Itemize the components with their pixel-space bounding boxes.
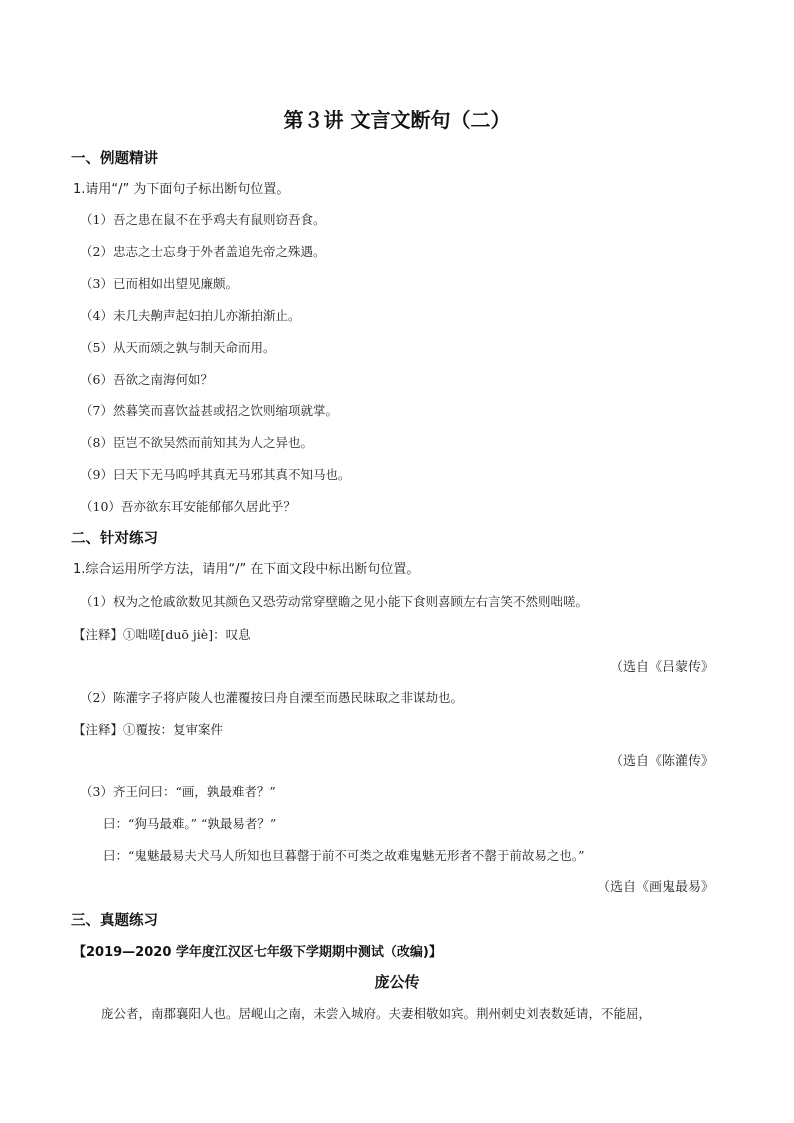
annotation-1: 【注释】①咄嗟[duō jiè]：叹息 (73, 627, 251, 642)
practice-passage-3-dialogue-2: 曰：“鬼魅最易夫犬马人所知也旦暮罄于前不可类之故难鬼魅无形者不罄于前故易之也。” (103, 848, 585, 863)
question-practice-1: 1.综合运用所学方法，请用“/” 在下面文段中标出断句位置。 (73, 562, 420, 577)
example-item-10: （10）吾亦欲东耳安能郁郁久居此乎？ (80, 499, 296, 514)
example-item-1: （1）吾之患在鼠不在乎鸡夫有鼠则窃吾食。 (80, 212, 326, 227)
example-item-6: （6）吾欲之南海何如？ (80, 372, 213, 387)
example-item-8: （8）臣岂不欲吴然而前知其为人之异也。 (80, 435, 313, 450)
source-citation-1: （选自《吕蒙传》 (609, 660, 714, 675)
annotation-2: 【注释】①覆按：复审案件 (73, 722, 224, 737)
example-item-2: （2）忠志之士忘身于外者盖追先帝之殊遇。 (80, 244, 326, 259)
section-heading-examples: 一、例题精讲 (71, 151, 158, 167)
example-item-4: （4）未几夫齁声起妇拍儿亦渐拍渐止。 (80, 308, 301, 323)
source-citation-3: （选自《画鬼最易》 (596, 880, 714, 895)
section-heading-real-exam: 三、真题练习 (71, 913, 158, 929)
example-item-9: （9）曰天下无马呜呼其真无马邪其真不知马也。 (80, 467, 351, 482)
practice-passage-3-dialogue-1: 曰：“狗马最难。” “孰最易者？” (103, 816, 277, 831)
practice-passage-3: （3）齐王问曰：“画，孰最难者？” (80, 784, 276, 799)
source-citation-2: （选自《陈灌传》 (609, 754, 714, 769)
passage-title: 庞公传 (374, 973, 420, 991)
example-item-7: （7）然暮笑而喜饮益甚或招之饮则缩项就掌。 (80, 403, 338, 418)
example-item-5: （5）从天而颂之孰与制天命而用。 (80, 340, 276, 355)
practice-passage-1: （1）权为之怆戚欲数见其颜色又恐劳动常穿壁瞻之见小能下食则喜顾左右言笑不然则咄嗟。 (80, 594, 588, 609)
question-1: 1.请用“/” 为下面句子标出断句位置。 (73, 182, 290, 197)
section-heading-practice: 二、针对练习 (71, 531, 158, 547)
passage-text-line-1: 庞公者，南郡襄阳人也。居岘山之南，未尝入城府。夫妻相敬如宾。荆州刺史刘表数延请，不能屈， (101, 1006, 652, 1021)
exam-source-label: 【2019—2020 学年度江汉区七年级下学期期中测试（改编)】 (73, 945, 442, 960)
page-title: 第３讲 文言文断句（二） (283, 108, 511, 132)
practice-passage-2: （2）陈灌字子将庐陵人也灌覆按曰舟自溧至而愚民昧取之非谋劫也。 (80, 690, 463, 705)
example-item-3: （3）已而相如出望见廉颇。 (80, 276, 238, 291)
